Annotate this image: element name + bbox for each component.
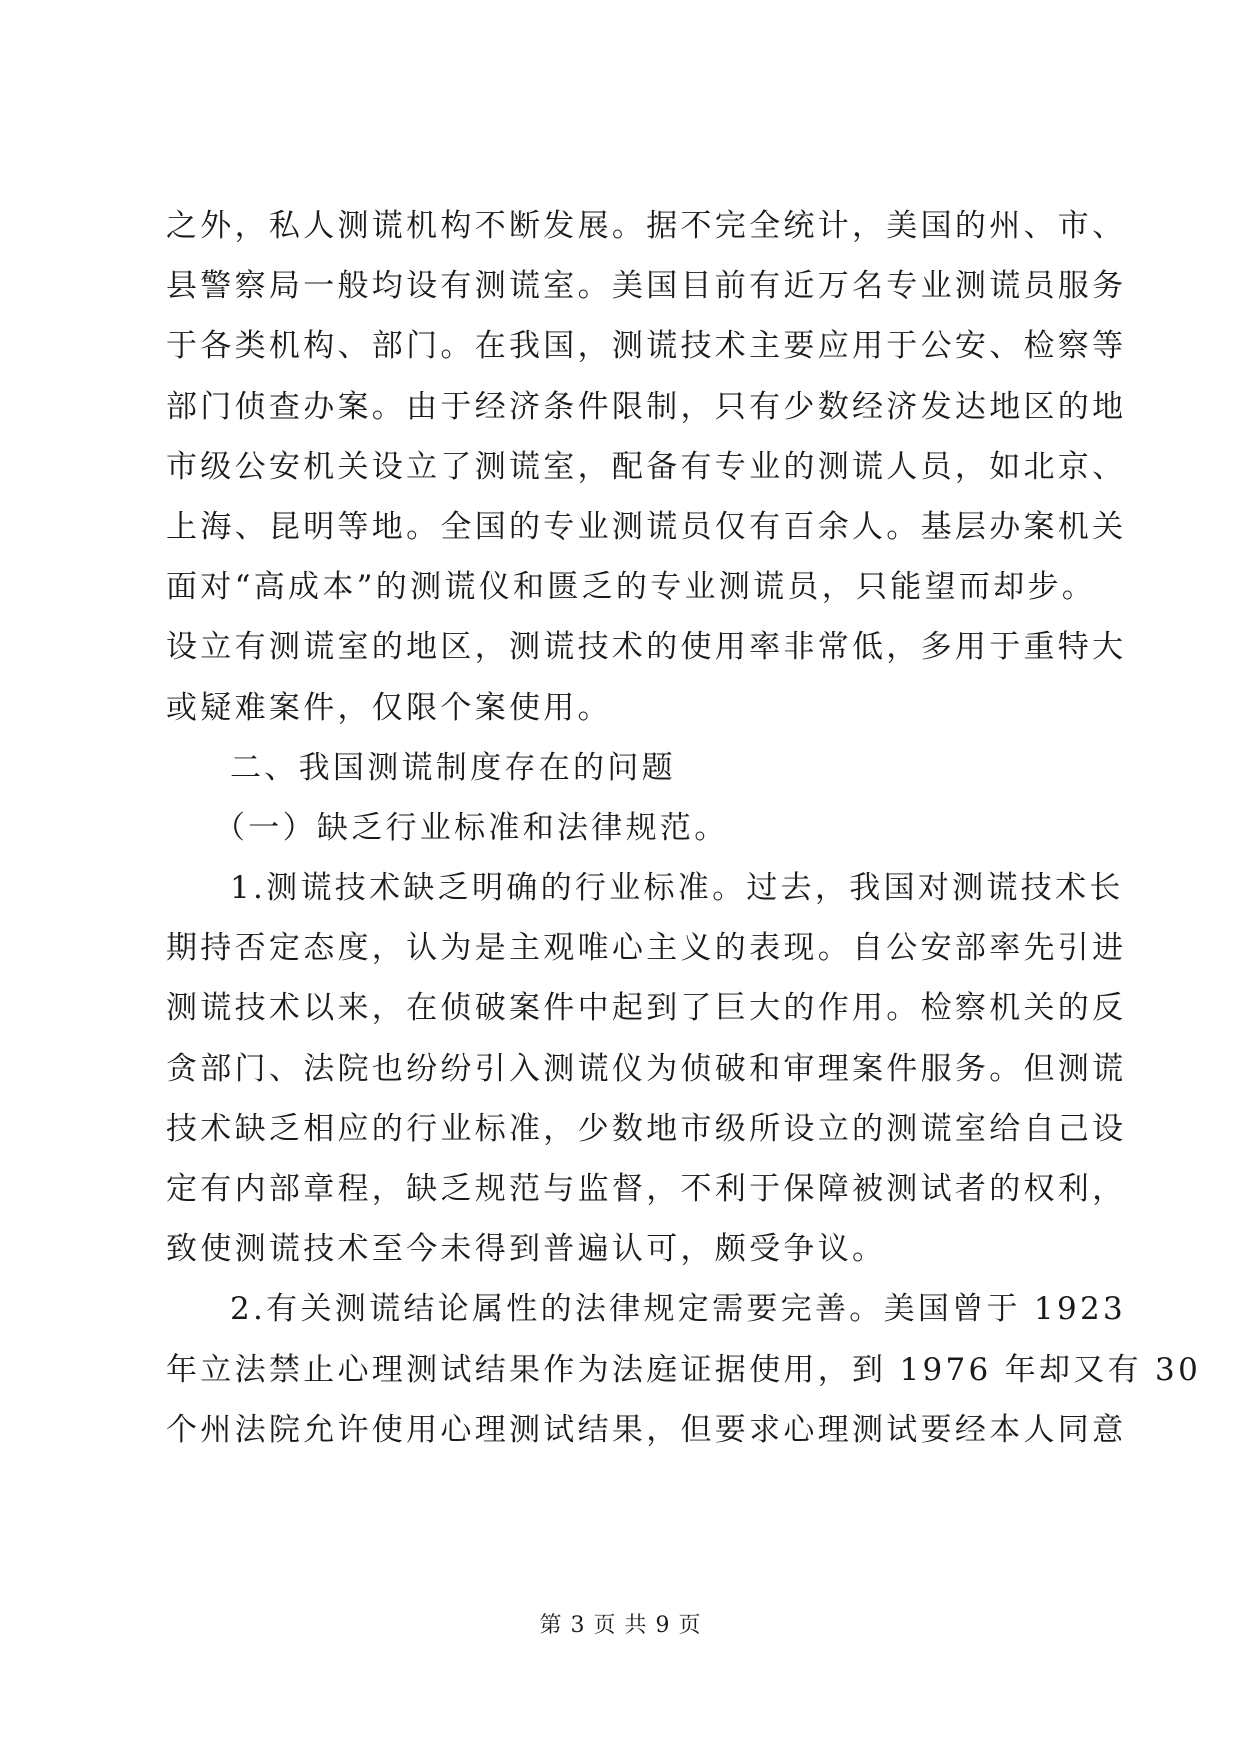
text-line: 个州法院允许使用心理测试结果，但要求心理测试要经本人同意 xyxy=(166,1411,1127,1448)
subsection-heading: （一）缺乏行业标准和法律规范。 xyxy=(214,809,729,846)
text-line: 或疑难案件，仅限个案使用。 xyxy=(166,689,612,726)
text-line: 2.有关测谎结论属性的法律规定需要完善。美国曾于 1923 xyxy=(230,1291,1127,1328)
page-number: 第 3 页 共 9 页 xyxy=(539,1613,702,1638)
text-line: 期持否定态度，认为是主观唯心主义的表现。自公安部率先引进 xyxy=(166,930,1127,967)
page-footer xyxy=(0,1608,1241,1639)
text-line: 技术缺乏相应的行业标准，少数地市级所设立的测谎室给自己设 xyxy=(166,1110,1127,1147)
text-line: 1.测谎技术缺乏明确的行业标准。过去，我国对测谎技术长 xyxy=(230,870,1124,907)
text-line: 测谎技术以来，在侦破案件中起到了巨大的作用。检察机关的反 xyxy=(166,990,1127,1027)
section-heading: 二、我国测谎制度存在的问题 xyxy=(230,749,676,786)
text-line: 之外，私人测谎机构不断发展。据不完全统计，美国的州、市、 xyxy=(166,208,1127,244)
text-line: 致使测谎技术至今未得到普遍认可，颇受争议。 xyxy=(166,1231,887,1268)
text-line: 设立有测谎室的地区，测谎技术的使用率非常低，多用于重特大 xyxy=(166,629,1127,666)
text-line: 贪部门、法院也纷纷引入测谎仪为侦破和审理案件服务。但测谎 xyxy=(166,1050,1127,1087)
text-line: 于各类机构、部门。在我国，测谎技术主要应用于公安、检察等 xyxy=(166,328,1127,365)
text-line: 部门侦查办案。由于经济条件限制，只有少数经济发达地区的地 xyxy=(166,388,1127,425)
text-line: 年立法禁止心理测试结果作为法庭证据使用，到 1976 年却又有 30 xyxy=(166,1351,1202,1388)
body-text xyxy=(166,196,1202,1460)
text-line: 面对“高成本”的测谎仪和匮乏的专业测谎员，只能望而却步。 xyxy=(166,569,1097,606)
text-line: 县警察局一般均设有测谎室。美国目前有近万名专业测谎员服务 xyxy=(166,268,1127,305)
text-line: 市级公安机关设立了测谎室，配备有专业的测谎人员，如北京、 xyxy=(166,448,1127,485)
text-line: 定有内部章程，缺乏规范与监督，不利于保障被测试者的权利， xyxy=(166,1171,1127,1207)
text-line: 上海、昆明等地。全国的专业测谎员仅有百余人。基层办案机关 xyxy=(166,508,1127,545)
